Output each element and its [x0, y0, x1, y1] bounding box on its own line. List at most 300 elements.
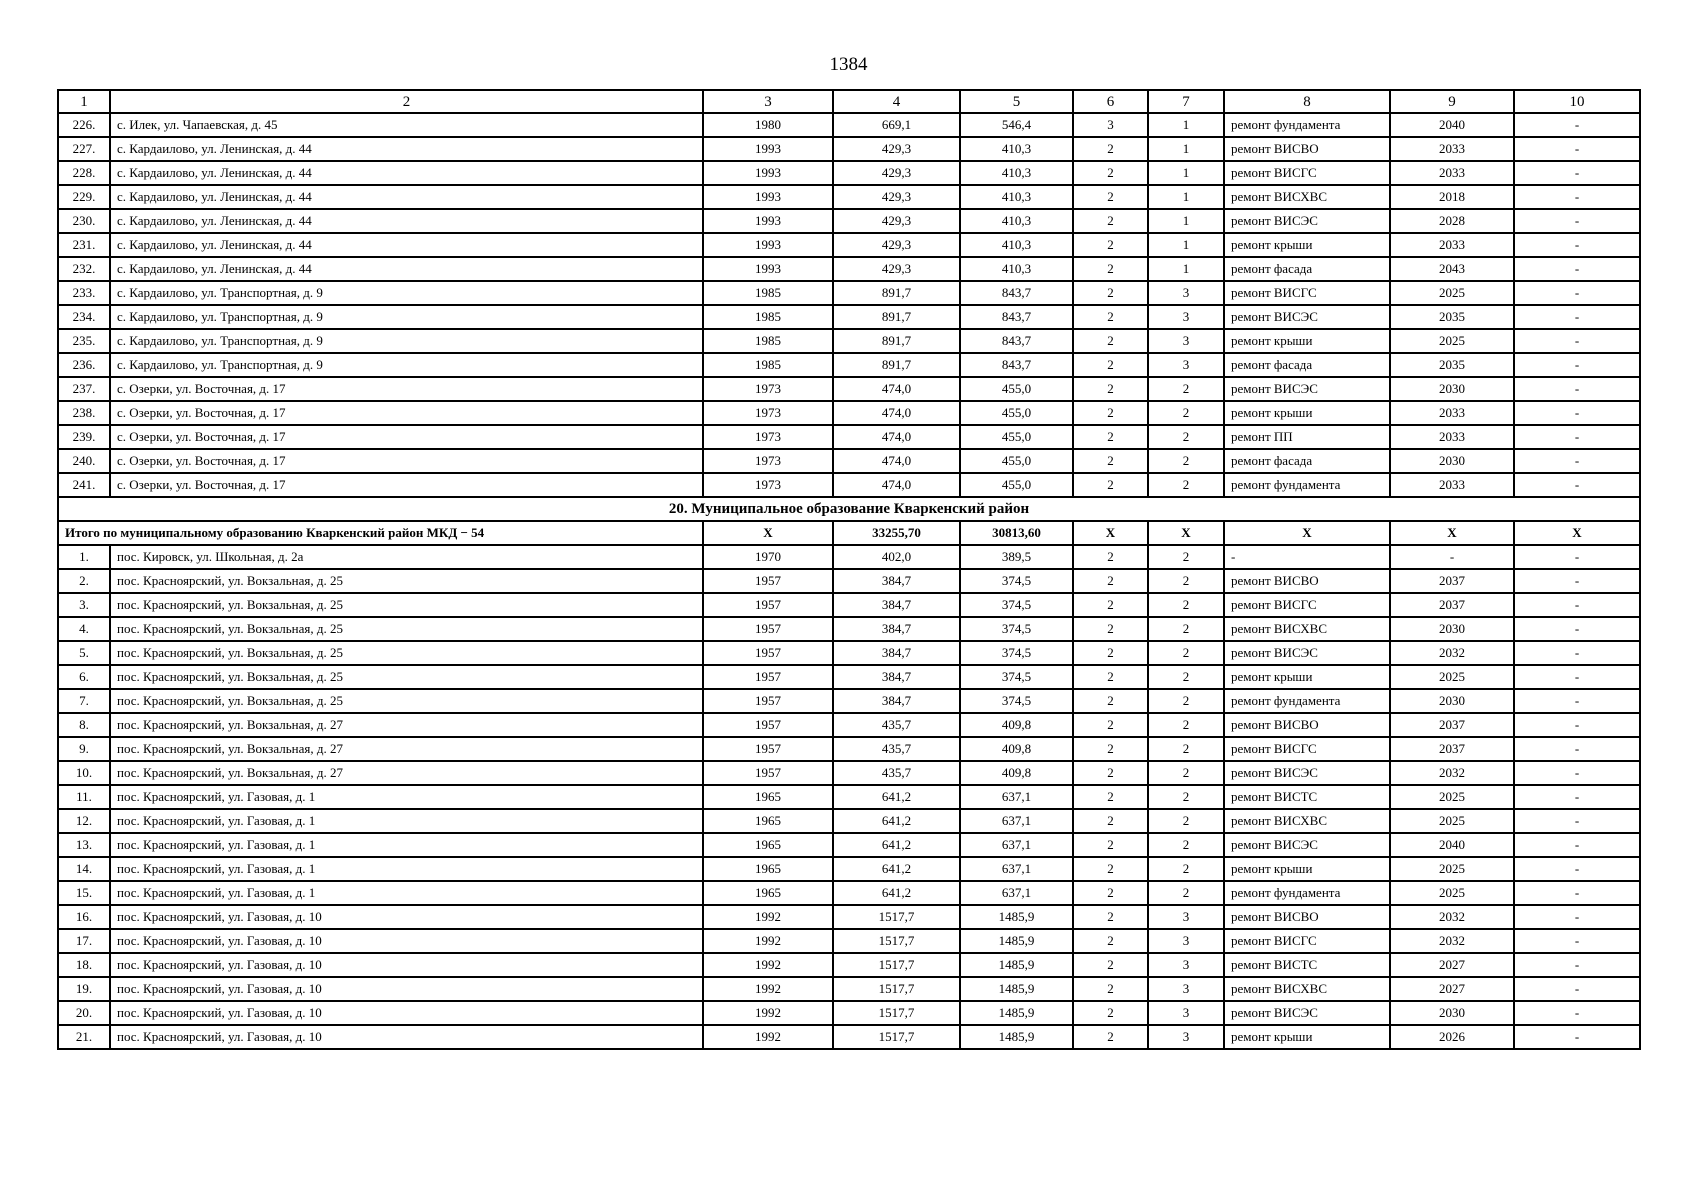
total-area-cell: 435,7	[833, 737, 960, 761]
total-area-cell: 474,0	[833, 377, 960, 401]
living-area-cell: 546,4	[960, 113, 1073, 137]
floors-cell: 2	[1073, 1025, 1148, 1049]
address-cell: пос. Красноярский, ул. Газовая, д. 1	[110, 881, 703, 905]
address-cell: с. Кардаилово, ул. Ленинская, д. 44	[110, 185, 703, 209]
work-type-cell: ремонт крыши	[1224, 401, 1390, 425]
floors-cell: 2	[1073, 761, 1148, 785]
note-cell: -	[1514, 1001, 1640, 1025]
entrances-cell: 3	[1148, 929, 1224, 953]
living-area-cell: 374,5	[960, 665, 1073, 689]
address-cell: пос. Кировск, ул. Школьная, д. 2а	[110, 545, 703, 569]
work-type-cell: ремонт ВИСЭС	[1224, 641, 1390, 665]
address-cell: пос. Красноярский, ул. Газовая, д. 10	[110, 929, 703, 953]
table-row	[58, 737, 1640, 761]
planned-year-cell: 2032	[1390, 905, 1514, 929]
row-number-cell: 20.	[58, 1001, 110, 1025]
total-area-cell: 891,7	[833, 353, 960, 377]
entrances-cell: 2	[1148, 761, 1224, 785]
work-type-cell: -	[1224, 545, 1390, 569]
floors-cell: 2	[1073, 737, 1148, 761]
floors-cell: 2	[1073, 425, 1148, 449]
planned-year-cell: 2025	[1390, 857, 1514, 881]
address-cell: пос. Красноярский, ул. Вокзальная, д. 27	[110, 761, 703, 785]
note-cell: -	[1514, 905, 1640, 929]
column-number-cell: 4	[833, 90, 960, 113]
living-area-cell: 637,1	[960, 857, 1073, 881]
address-cell: с. Озерки, ул. Восточная, д. 17	[110, 473, 703, 497]
total-value-cell: 33255,70	[833, 521, 960, 545]
total-area-cell: 891,7	[833, 329, 960, 353]
address-cell: с. Кардаилово, ул. Транспортная, д. 9	[110, 353, 703, 377]
planned-year-cell: 2033	[1390, 425, 1514, 449]
floors-cell: 2	[1073, 161, 1148, 185]
address-cell: с. Озерки, ул. Восточная, д. 17	[110, 449, 703, 473]
entrances-cell: 1	[1148, 137, 1224, 161]
living-area-cell: 374,5	[960, 641, 1073, 665]
table-row	[58, 809, 1640, 833]
row-number-cell: 11.	[58, 785, 110, 809]
table-row	[58, 665, 1640, 689]
total-value-cell: Х	[1514, 521, 1640, 545]
row-number-cell: 18.	[58, 953, 110, 977]
note-cell: -	[1514, 161, 1640, 185]
total-area-cell: 1517,7	[833, 929, 960, 953]
address-cell: пос. Красноярский, ул. Газовая, д. 1	[110, 833, 703, 857]
work-type-cell: ремонт ВИСЭС	[1224, 377, 1390, 401]
note-cell: -	[1514, 737, 1640, 761]
year-built-cell: 1965	[703, 881, 833, 905]
total-area-cell: 474,0	[833, 425, 960, 449]
address-cell: пос. Красноярский, ул. Газовая, д. 1	[110, 857, 703, 881]
note-cell: -	[1514, 233, 1640, 257]
work-type-cell: ремонт ВИСХВС	[1224, 809, 1390, 833]
address-cell: пос. Красноярский, ул. Газовая, д. 10	[110, 905, 703, 929]
table-row	[58, 785, 1640, 809]
note-cell: -	[1514, 833, 1640, 857]
address-cell: с. Озерки, ул. Восточная, д. 17	[110, 377, 703, 401]
entrances-cell: 2	[1148, 689, 1224, 713]
work-type-cell: ремонт ВИСХВС	[1224, 617, 1390, 641]
living-area-cell: 374,5	[960, 689, 1073, 713]
address-cell: с. Кардаилово, ул. Транспортная, д. 9	[110, 281, 703, 305]
address-cell: пос. Красноярский, ул. Вокзальная, д. 25	[110, 593, 703, 617]
planned-year-cell: 2032	[1390, 761, 1514, 785]
row-number-cell: 230.	[58, 209, 110, 233]
living-area-cell: 374,5	[960, 617, 1073, 641]
table-row	[58, 209, 1640, 233]
floors-cell: 2	[1073, 281, 1148, 305]
note-cell: -	[1514, 425, 1640, 449]
table-row	[58, 1025, 1640, 1049]
floors-cell: 2	[1073, 833, 1148, 857]
floors-cell: 2	[1073, 593, 1148, 617]
column-number-cell: 6	[1073, 90, 1148, 113]
living-area-cell: 637,1	[960, 881, 1073, 905]
year-built-cell: 1957	[703, 617, 833, 641]
year-built-cell: 1985	[703, 353, 833, 377]
entrances-cell: 1	[1148, 209, 1224, 233]
work-type-cell: ремонт ПП	[1224, 425, 1390, 449]
row-number-cell: 7.	[58, 689, 110, 713]
entrances-cell: 3	[1148, 905, 1224, 929]
entrances-cell: 1	[1148, 161, 1224, 185]
table-row	[58, 281, 1640, 305]
year-built-cell: 1992	[703, 953, 833, 977]
entrances-cell: 2	[1148, 569, 1224, 593]
entrances-cell: 2	[1148, 665, 1224, 689]
table-row	[58, 713, 1640, 737]
row-number-cell: 5.	[58, 641, 110, 665]
floors-cell: 2	[1073, 857, 1148, 881]
living-area-cell: 455,0	[960, 401, 1073, 425]
planned-year-cell: 2037	[1390, 593, 1514, 617]
entrances-cell: 1	[1148, 113, 1224, 137]
address-cell: с. Илек, ул. Чапаевская, д. 45	[110, 113, 703, 137]
floors-cell: 2	[1073, 785, 1148, 809]
living-area-cell: 410,3	[960, 233, 1073, 257]
note-cell: -	[1514, 641, 1640, 665]
entrances-cell: 1	[1148, 257, 1224, 281]
planned-year-cell: 2026	[1390, 1025, 1514, 1049]
table-row	[58, 257, 1640, 281]
living-area-cell: 455,0	[960, 473, 1073, 497]
total-area-cell: 429,3	[833, 209, 960, 233]
total-value-cell: Х	[703, 521, 833, 545]
work-type-cell: ремонт ВИСВО	[1224, 137, 1390, 161]
total-value-cell: Х	[1148, 521, 1224, 545]
total-area-cell: 641,2	[833, 785, 960, 809]
year-built-cell: 1993	[703, 209, 833, 233]
work-type-cell: ремонт ВИСВО	[1224, 905, 1390, 929]
planned-year-cell: 2033	[1390, 137, 1514, 161]
living-area-cell: 637,1	[960, 785, 1073, 809]
row-number-cell: 226.	[58, 113, 110, 137]
note-cell: -	[1514, 929, 1640, 953]
living-area-cell: 1485,9	[960, 953, 1073, 977]
floors-cell: 2	[1073, 137, 1148, 161]
table-row	[58, 953, 1640, 977]
entrances-cell: 2	[1148, 785, 1224, 809]
living-area-cell: 409,8	[960, 713, 1073, 737]
address-cell: пос. Красноярский, ул. Газовая, д. 10	[110, 1025, 703, 1049]
total-area-cell: 429,3	[833, 185, 960, 209]
work-type-cell: ремонт фасада	[1224, 257, 1390, 281]
floors-cell: 2	[1073, 305, 1148, 329]
total-label: Итого по муниципальному образованию Кваркенский район МКД − 54	[58, 521, 703, 545]
total-area-cell: 384,7	[833, 665, 960, 689]
year-built-cell: 1985	[703, 281, 833, 305]
living-area-cell: 410,3	[960, 209, 1073, 233]
year-built-cell: 1993	[703, 161, 833, 185]
total-area-cell: 402,0	[833, 545, 960, 569]
floors-cell: 2	[1073, 713, 1148, 737]
note-cell: -	[1514, 857, 1640, 881]
planned-year-cell: 2033	[1390, 233, 1514, 257]
work-type-cell: ремонт ВИСГС	[1224, 737, 1390, 761]
year-built-cell: 1973	[703, 401, 833, 425]
total-area-cell: 891,7	[833, 305, 960, 329]
entrances-cell: 2	[1148, 737, 1224, 761]
row-number-cell: 236.	[58, 353, 110, 377]
work-type-cell: ремонт крыши	[1224, 665, 1390, 689]
living-area-cell: 1485,9	[960, 977, 1073, 1001]
planned-year-cell: 2030	[1390, 1001, 1514, 1025]
living-area-cell: 374,5	[960, 593, 1073, 617]
note-cell: -	[1514, 353, 1640, 377]
living-area-cell: 455,0	[960, 377, 1073, 401]
address-cell: пос. Красноярский, ул. Газовая, д. 10	[110, 953, 703, 977]
total-area-cell: 1517,7	[833, 1001, 960, 1025]
total-value-cell: Х	[1073, 521, 1148, 545]
note-cell: -	[1514, 593, 1640, 617]
living-area-cell: 843,7	[960, 353, 1073, 377]
total-area-cell: 384,7	[833, 641, 960, 665]
planned-year-cell: 2028	[1390, 209, 1514, 233]
total-area-cell: 384,7	[833, 569, 960, 593]
entrances-cell: 2	[1148, 377, 1224, 401]
year-built-cell: 1957	[703, 761, 833, 785]
address-cell: пос. Красноярский, ул. Газовая, д. 1	[110, 785, 703, 809]
total-area-cell: 641,2	[833, 833, 960, 857]
total-area-cell: 384,7	[833, 617, 960, 641]
planned-year-cell: 2037	[1390, 569, 1514, 593]
floors-cell: 2	[1073, 185, 1148, 209]
total-area-cell: 429,3	[833, 233, 960, 257]
planned-year-cell: 2032	[1390, 929, 1514, 953]
total-area-cell: 429,3	[833, 137, 960, 161]
table-row	[58, 353, 1640, 377]
floors-cell: 2	[1073, 617, 1148, 641]
entrances-cell: 3	[1148, 329, 1224, 353]
work-type-cell: ремонт фасада	[1224, 449, 1390, 473]
row-number-cell: 12.	[58, 809, 110, 833]
address-cell: пос. Красноярский, ул. Вокзальная, д. 27	[110, 737, 703, 761]
table-row	[58, 113, 1640, 137]
floors-cell: 2	[1073, 473, 1148, 497]
planned-year-cell: 2040	[1390, 113, 1514, 137]
year-built-cell: 1973	[703, 473, 833, 497]
entrances-cell: 3	[1148, 281, 1224, 305]
table-row	[58, 473, 1640, 497]
entrances-cell: 2	[1148, 473, 1224, 497]
address-cell: с. Кардаилово, ул. Транспортная, д. 9	[110, 305, 703, 329]
row-number-cell: 13.	[58, 833, 110, 857]
row-number-cell: 16.	[58, 905, 110, 929]
planned-year-cell: 2030	[1390, 689, 1514, 713]
floors-cell: 2	[1073, 809, 1148, 833]
total-area-cell: 891,7	[833, 281, 960, 305]
column-number-cell: 10	[1514, 90, 1640, 113]
year-built-cell: 1973	[703, 449, 833, 473]
entrances-cell: 2	[1148, 713, 1224, 737]
row-number-cell: 21.	[58, 1025, 110, 1049]
year-built-cell: 1973	[703, 377, 833, 401]
planned-year-cell: 2033	[1390, 161, 1514, 185]
floors-cell: 2	[1073, 929, 1148, 953]
total-row	[58, 521, 1640, 545]
planned-year-cell: 2025	[1390, 881, 1514, 905]
year-built-cell: 1957	[703, 737, 833, 761]
note-cell: -	[1514, 473, 1640, 497]
floors-cell: 3	[1073, 113, 1148, 137]
planned-year-cell: 2043	[1390, 257, 1514, 281]
column-number-cell: 9	[1390, 90, 1514, 113]
work-type-cell: ремонт ВИСЭС	[1224, 1001, 1390, 1025]
total-area-cell: 1517,7	[833, 977, 960, 1001]
address-cell: пос. Красноярский, ул. Газовая, д. 10	[110, 977, 703, 1001]
planned-year-cell: 2025	[1390, 809, 1514, 833]
table-row	[58, 617, 1640, 641]
entrances-cell: 2	[1148, 401, 1224, 425]
floors-cell: 2	[1073, 953, 1148, 977]
table-row	[58, 881, 1640, 905]
year-built-cell: 1965	[703, 833, 833, 857]
row-number-cell: 4.	[58, 617, 110, 641]
year-built-cell: 1985	[703, 329, 833, 353]
total-value-cell: Х	[1224, 521, 1390, 545]
note-cell: -	[1514, 881, 1640, 905]
table-row	[58, 593, 1640, 617]
housing-register-table	[57, 89, 1641, 1050]
year-built-cell: 1957	[703, 641, 833, 665]
table-row	[58, 977, 1640, 1001]
row-number-cell: 6.	[58, 665, 110, 689]
living-area-cell: 409,8	[960, 761, 1073, 785]
year-built-cell: 1965	[703, 809, 833, 833]
row-number-cell: 241.	[58, 473, 110, 497]
work-type-cell: ремонт крыши	[1224, 857, 1390, 881]
work-type-cell: ремонт ВИСХВС	[1224, 185, 1390, 209]
entrances-cell: 2	[1148, 593, 1224, 617]
table-row	[58, 689, 1640, 713]
planned-year-cell: 2035	[1390, 353, 1514, 377]
planned-year-cell: 2025	[1390, 665, 1514, 689]
total-area-cell: 641,2	[833, 809, 960, 833]
column-number-cell: 2	[110, 90, 703, 113]
total-area-cell: 474,0	[833, 449, 960, 473]
year-built-cell: 1980	[703, 113, 833, 137]
note-cell: -	[1514, 401, 1640, 425]
entrances-cell: 1	[1148, 185, 1224, 209]
work-type-cell: ремонт ВИСТС	[1224, 953, 1390, 977]
total-area-cell: 435,7	[833, 761, 960, 785]
note-cell: -	[1514, 305, 1640, 329]
floors-cell: 2	[1073, 257, 1148, 281]
living-area-cell: 410,3	[960, 185, 1073, 209]
address-cell: пос. Красноярский, ул. Вокзальная, д. 25	[110, 617, 703, 641]
floors-cell: 2	[1073, 545, 1148, 569]
planned-year-cell: -	[1390, 545, 1514, 569]
living-area-cell: 455,0	[960, 425, 1073, 449]
column-number-cell: 8	[1224, 90, 1390, 113]
table-row	[58, 929, 1640, 953]
work-type-cell: ремонт ВИСВО	[1224, 569, 1390, 593]
living-area-cell: 410,3	[960, 137, 1073, 161]
living-area-cell: 843,7	[960, 329, 1073, 353]
table-row	[58, 761, 1640, 785]
year-built-cell: 1957	[703, 593, 833, 617]
table-row	[58, 233, 1640, 257]
note-cell: -	[1514, 809, 1640, 833]
work-type-cell: ремонт ВИСГС	[1224, 161, 1390, 185]
planned-year-cell: 2025	[1390, 329, 1514, 353]
living-area-cell: 389,5	[960, 545, 1073, 569]
row-number-cell: 10.	[58, 761, 110, 785]
living-area-cell: 410,3	[960, 161, 1073, 185]
floors-cell: 2	[1073, 689, 1148, 713]
row-number-cell: 1.	[58, 545, 110, 569]
table-row	[58, 833, 1640, 857]
row-number-cell: 229.	[58, 185, 110, 209]
work-type-cell: ремонт ВИСЭС	[1224, 209, 1390, 233]
planned-year-cell: 2035	[1390, 305, 1514, 329]
note-cell: -	[1514, 257, 1640, 281]
year-built-cell: 1957	[703, 569, 833, 593]
floors-cell: 2	[1073, 209, 1148, 233]
total-area-cell: 474,0	[833, 401, 960, 425]
column-number-cell: 5	[960, 90, 1073, 113]
work-type-cell: ремонт фасада	[1224, 353, 1390, 377]
address-cell: с. Кардаилово, ул. Ленинская, д. 44	[110, 257, 703, 281]
note-cell: -	[1514, 713, 1640, 737]
year-built-cell: 1970	[703, 545, 833, 569]
work-type-cell: ремонт фундамента	[1224, 689, 1390, 713]
note-cell: -	[1514, 977, 1640, 1001]
total-area-cell: 1517,7	[833, 905, 960, 929]
note-cell: -	[1514, 545, 1640, 569]
entrances-cell: 2	[1148, 545, 1224, 569]
note-cell: -	[1514, 137, 1640, 161]
row-number-cell: 19.	[58, 977, 110, 1001]
section-title: 20. Муниципальное образование Кваркенский район	[58, 497, 1640, 521]
work-type-cell: ремонт фундамента	[1224, 113, 1390, 137]
floors-cell: 2	[1073, 449, 1148, 473]
planned-year-cell: 2027	[1390, 977, 1514, 1001]
table-row	[58, 185, 1640, 209]
table-row	[58, 401, 1640, 425]
table-row	[58, 569, 1640, 593]
note-cell: -	[1514, 785, 1640, 809]
year-built-cell: 1973	[703, 425, 833, 449]
work-type-cell: ремонт ВИСЭС	[1224, 761, 1390, 785]
year-built-cell: 1993	[703, 233, 833, 257]
total-value-cell: 30813,60	[960, 521, 1073, 545]
table-row	[58, 905, 1640, 929]
note-cell: -	[1514, 569, 1640, 593]
column-number-cell: 7	[1148, 90, 1224, 113]
address-cell: с. Кардаилово, ул. Ленинская, д. 44	[110, 137, 703, 161]
planned-year-cell: 2018	[1390, 185, 1514, 209]
column-number-row	[58, 90, 1640, 113]
entrances-cell: 2	[1148, 617, 1224, 641]
section-heading-row	[58, 497, 1640, 521]
planned-year-cell: 2040	[1390, 833, 1514, 857]
row-number-cell: 235.	[58, 329, 110, 353]
table-row	[58, 857, 1640, 881]
year-built-cell: 1965	[703, 857, 833, 881]
note-cell: -	[1514, 617, 1640, 641]
floors-cell: 2	[1073, 353, 1148, 377]
living-area-cell: 1485,9	[960, 905, 1073, 929]
planned-year-cell: 2030	[1390, 617, 1514, 641]
total-area-cell: 1517,7	[833, 1025, 960, 1049]
work-type-cell: ремонт ВИСВО	[1224, 713, 1390, 737]
total-area-cell: 669,1	[833, 113, 960, 137]
address-cell: пос. Красноярский, ул. Вокзальная, д. 25	[110, 689, 703, 713]
floors-cell: 2	[1073, 1001, 1148, 1025]
planned-year-cell: 2025	[1390, 785, 1514, 809]
year-built-cell: 1957	[703, 689, 833, 713]
